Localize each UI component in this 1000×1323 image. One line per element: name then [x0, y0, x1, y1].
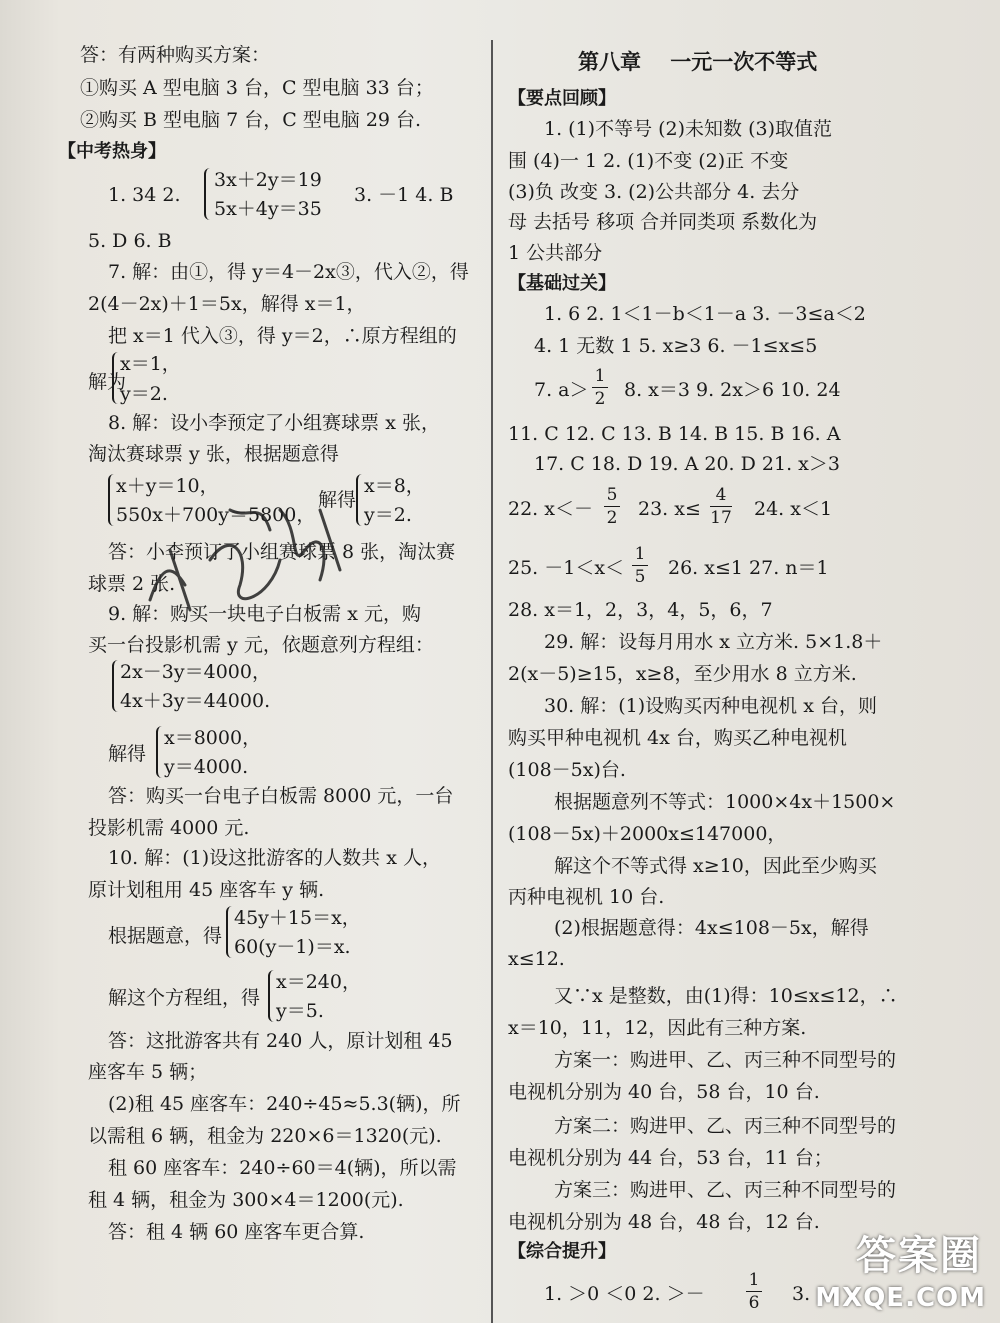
- equation-line: 3x＋2y＝19: [214, 169, 322, 191]
- answer-line: 购买甲种电视机 4x 台，购买乙种电视机: [508, 727, 847, 749]
- watermark-logo: 答案圈: [856, 1233, 982, 1279]
- answer-line: 球票 2 张.: [88, 573, 176, 595]
- watermark-site: MXQE.COM: [815, 1283, 986, 1313]
- equation-brace: [268, 970, 276, 1022]
- chapter-title: 第八章 一元一次不等式: [578, 50, 818, 74]
- answer-line: 10. 解：(1)设这批游客的人数共 x 人，: [108, 847, 441, 869]
- equation-line: x＝240，: [276, 971, 361, 993]
- answer-line: 答：租 4 辆 60 座客车更合算.: [108, 1221, 365, 1243]
- answer-line: 以需租 6 辆，租金为 220×6＝1320(元).: [88, 1125, 442, 1147]
- equation-line: 5x＋4y＝35: [214, 198, 322, 220]
- answer-line: 22. x＜－: [508, 498, 593, 520]
- equation-line: x＋y＝10，: [116, 475, 219, 497]
- equation-line: 4x＋3y＝44000.: [120, 690, 271, 712]
- equation-brace: [112, 660, 120, 712]
- answer-line: 方案三：购进甲、乙、丙三种不同型号的: [554, 1179, 897, 1201]
- answer-line: 答：这批游客共有 240 人，原计划租 45: [108, 1030, 453, 1052]
- answer-line: 28. x＝1，2，3，4，5，6，7: [508, 599, 773, 621]
- answer-line: 电视机分别为 48 台，48 台，12 台.: [508, 1211, 820, 1233]
- answer-line: ①购买 A 型电脑 3 台，C 型电脑 33 台；: [80, 77, 434, 99]
- answer-line: 投影机需 4000 元.: [88, 817, 250, 839]
- answer-line: 9. 解：购买一块电子白板需 x 元，购: [108, 603, 421, 625]
- answer-line: 方案一：购进甲、乙、丙三种不同型号的: [554, 1049, 897, 1071]
- answer-line: 11. C 12. C 13. B 14. B 15. B 16. A: [508, 423, 841, 445]
- answer-line: 17. C 18. D 19. A 20. D 21. x＞3: [534, 453, 840, 475]
- equation-brace: [156, 726, 164, 778]
- equation-line: y＝5.: [276, 1000, 324, 1022]
- answer-line: 2(4－2x)＋1＝5x，解得 x＝1，: [88, 293, 366, 315]
- answer-line: (2)租 45 座客车：240÷45≈5.3(辆)，所: [108, 1093, 461, 1115]
- answer-line: 解这个方程组，得: [108, 987, 261, 1009]
- answer-line: 解得: [318, 489, 357, 511]
- answer-line: 答：有两种购买方案：: [80, 44, 271, 66]
- equation-brace: [108, 474, 116, 526]
- answer-line: 座客车 5 辆；: [88, 1061, 208, 1083]
- equation-line: x＝1，: [120, 353, 181, 375]
- answer-line: 7. 解：由①，得 y＝4－2x③，代入②，得: [108, 261, 469, 283]
- answer-line: 又∵x 是整数，由(1)得：10≤x≤12，∴: [554, 985, 898, 1007]
- equation-line: y＝4000.: [164, 756, 249, 778]
- answer-line: 解为: [88, 371, 127, 393]
- answer-line: (108－5x)＋2000x≤147000，: [508, 823, 787, 845]
- answer-line: 答：小李预订了小组赛球票 8 张，淘汰赛: [108, 541, 456, 563]
- answer-line: 8. x＝3 9. 2x＞6 10. 24: [624, 379, 841, 401]
- answer-line: ②购买 B 型电脑 7 台，C 型电脑 29 台.: [80, 109, 422, 131]
- answer-line: 把 x＝1 代入③，得 y＝2，∴原方程组的: [108, 325, 457, 347]
- answer-line: 丙种电视机 10 台.: [508, 886, 665, 908]
- answer-line: 根据题意列不等式：1000×4x＋1500×: [554, 791, 896, 813]
- equation-line: 2x－3y＝4000，: [120, 661, 271, 683]
- answer-line: x＝10，11，12，因此有三种方案.: [508, 1017, 807, 1039]
- answer-line: 1. 6 2. 1＜1－b＜1－a 3. －3≤a＜2: [544, 303, 866, 325]
- answer-line: 25. －1＜x＜: [508, 557, 625, 579]
- answer-line: x≤12.: [508, 948, 565, 970]
- equation-line: y＝2.: [120, 383, 168, 405]
- equation-brace: [356, 474, 364, 526]
- equation-brace: [112, 352, 120, 404]
- answer-line: 24. x＜1: [754, 498, 833, 520]
- answer-line: 方案二：购进甲、乙、丙三种不同型号的: [554, 1115, 897, 1137]
- answer-line: 电视机分别为 40 台，58 台，10 台.: [508, 1081, 820, 1103]
- section-heading-jichu: 【基础过关】: [508, 273, 616, 294]
- answer-line: 淘汰赛球票 y 张，根据题意得: [88, 443, 339, 465]
- answer-line: 5. D 6. B: [88, 230, 172, 252]
- fraction: 5 2: [604, 485, 620, 528]
- answer-line: 1 公共部分: [508, 242, 603, 264]
- equation-line: x＝8000，: [164, 727, 262, 749]
- answer-line: 3. －1 4. B: [354, 184, 454, 206]
- answer-line: 买一台投影机需 y 元，依题意列方程组：: [88, 634, 434, 656]
- answer-line: 1. (1)不等号 (2)未知数 (3)取值范: [544, 118, 832, 140]
- answer-line: 23. x≤: [638, 498, 701, 520]
- answer-line: (3)负 改变 3. (2)公共部分 4. 去分: [508, 181, 800, 203]
- answer-line: 根据题意，得: [108, 925, 223, 947]
- answer-line: (2)根据题意得：4x≤108－5x，解得: [554, 917, 869, 939]
- answer-line: 4. 1 无数 1 5. x≥3 6. －1≤x≤5: [534, 335, 818, 357]
- column-divider: [491, 40, 493, 1323]
- answer-line: 母 去括号 移项 合并同类项 系数化为: [508, 211, 818, 233]
- equation-line: x＝8，: [364, 475, 425, 497]
- answer-line: 解得: [108, 743, 147, 765]
- answer-line: 26. x≤1 27. n＝1: [668, 557, 829, 579]
- section-heading-zhongkao: 【中考热身】: [58, 141, 166, 162]
- equation-line: 60(y－1)＝x.: [234, 936, 351, 958]
- answer-line: 1. 34 2.: [108, 184, 181, 206]
- answer-line: 解这个不等式得 x≥10，因此至少购买: [554, 855, 877, 877]
- fraction: 1 2: [592, 366, 608, 409]
- answer-line: 29. 解：设每月用水 x 立方米. 5×1.8＋: [544, 631, 883, 653]
- fraction: 1 5: [632, 544, 648, 587]
- answer-line: 1. ＞0 ＜0 2. ＞－: [544, 1283, 705, 1305]
- answer-line: 8. 解：设小李预定了小组赛球票 x 张，: [108, 412, 440, 434]
- answer-line: 租 4 辆，租金为 300×4＝1200(元).: [88, 1189, 404, 1211]
- answer-line: 30. 解：(1)设购买丙种电视机 x 台，则: [544, 695, 877, 717]
- answer-line: 2(x－5)≥15，x≥8，至少用水 8 立方米.: [508, 663, 857, 685]
- equation-line: 550x＋700y＝5800，: [116, 504, 316, 526]
- fraction: 1 6: [746, 1270, 762, 1313]
- answer-line: 电视机分别为 44 台，53 台，11 台；: [508, 1147, 833, 1169]
- fraction: 4 17: [710, 485, 732, 528]
- answer-line: 3.: [792, 1283, 811, 1305]
- answer-line: 围 (4)一 1 2. (1)不变 (2)正 不变: [508, 150, 789, 172]
- section-heading-yaodian: 【要点回顾】: [508, 88, 616, 109]
- answer-line: 答：购买一台电子白板需 8000 元，一台: [108, 785, 454, 807]
- answer-line: 原计划租用 45 座客车 y 辆.: [88, 879, 325, 901]
- equation-line: y＝2.: [364, 504, 412, 526]
- answer-line: 租 60 座客车：240÷60＝4(辆)，所以需: [108, 1157, 457, 1179]
- equation-line: 45y＋15＝x，: [234, 907, 361, 929]
- equation-brace: [204, 168, 212, 220]
- equation-brace: [226, 906, 234, 958]
- answer-line: 7. a＞: [534, 379, 589, 401]
- section-heading-zonghe: 【综合提升】: [508, 1241, 616, 1262]
- answer-line: (108－5x)台.: [508, 759, 626, 781]
